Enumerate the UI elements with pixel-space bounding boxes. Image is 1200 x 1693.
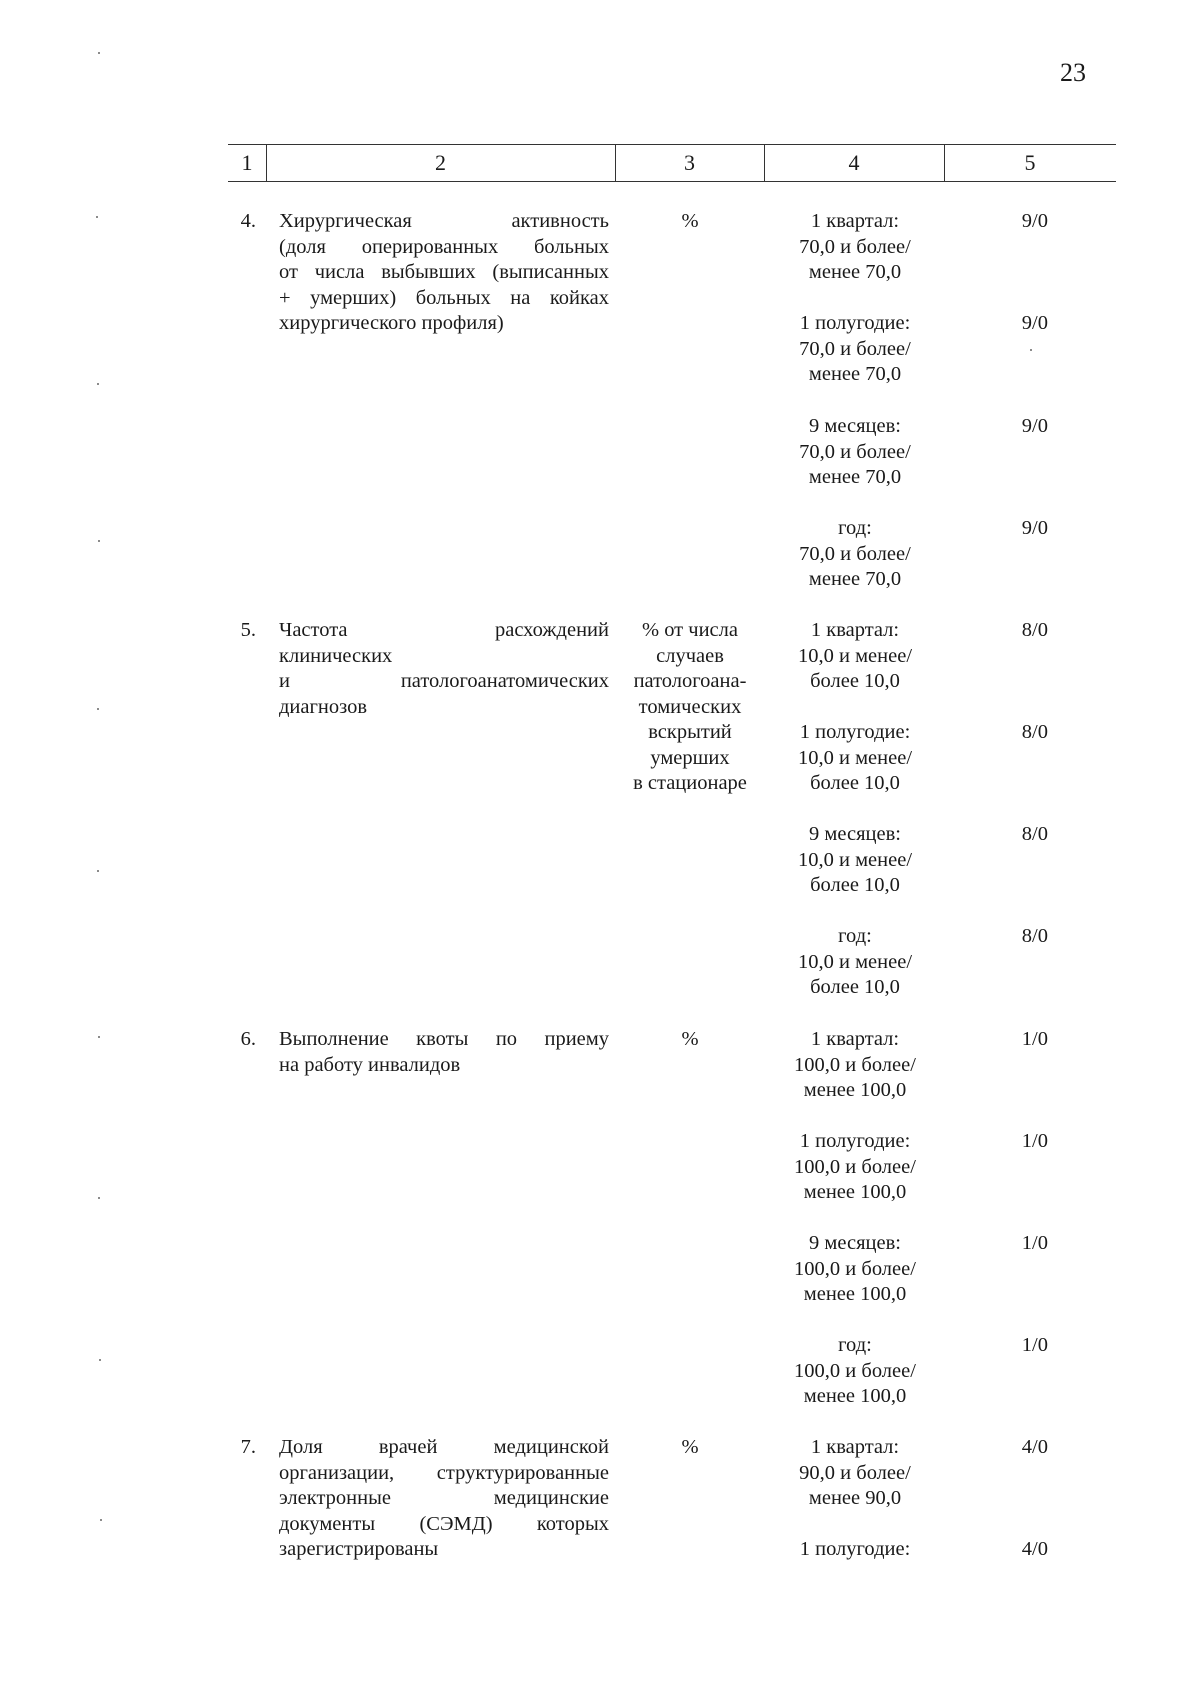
score-value: 1/0 — [1021, 1232, 1048, 1254]
scan-mark — [98, 1036, 100, 1038]
score-value: 9/0 — [1021, 312, 1048, 334]
row-number: 5. — [240, 619, 256, 641]
indicator-text: Доля врачей медицинской организации, структурированные электронные медицинские документы (СЭМД) которых зарегистрированы — [279, 1436, 609, 1560]
header-col-4: 4 — [848, 150, 860, 175]
header-col-5: 5 — [1024, 150, 1036, 175]
score-value: 8/0 — [1021, 619, 1048, 641]
period-block: 9 месяцев: 70,0 и более/ менее 70,0 — [799, 415, 911, 488]
scan-mark — [97, 708, 99, 710]
period-block: 9 месяцев: 10,0 и менее/ более 10,0 — [797, 823, 913, 896]
row-number: 4. — [240, 210, 256, 232]
period-block: год: 70,0 и более/ менее 70,0 — [799, 517, 911, 590]
period-block: 1 полугодие: 100,0 и более/ менее 100,0 — [794, 1130, 916, 1203]
scan-mark — [96, 216, 98, 218]
scan-mark — [100, 1519, 102, 1521]
indicator-text: Хирургическая активность (доля оперированных больных от числа выбывших (выписанных + умерших) больных на койках хирургического профиля) — [279, 210, 609, 334]
period-block: 9 месяцев: 100,0 и более/ менее 100,0 — [794, 1232, 916, 1305]
scan-mark — [97, 870, 99, 872]
score-value: 4/0 — [1021, 1436, 1048, 1458]
score-value: 9/0 — [1021, 415, 1048, 437]
score-value: 8/0 — [1021, 721, 1048, 743]
unit-text: % — [681, 1028, 699, 1050]
period-block: год: 10,0 и менее/ более 10,0 — [797, 925, 913, 998]
table-header — [228, 144, 1116, 182]
score-value: 1/0 — [1021, 1028, 1048, 1050]
period-block: 1 квартал: 70,0 и более/ менее 70,0 — [799, 210, 911, 283]
score-value: 4/0 — [1021, 1538, 1048, 1560]
header-col-2: 2 — [435, 150, 446, 175]
header-col-3: 3 — [684, 150, 695, 175]
page-number: 23 — [1060, 58, 1086, 87]
score-value: 8/0 — [1021, 925, 1048, 947]
unit-text: % — [681, 210, 699, 232]
indicator-text: Частота расхождений клинических и патологоанатомических диагнозов — [279, 619, 609, 718]
indicator-text: Выполнение квоты по приему на работу инвалидов — [279, 1028, 609, 1076]
unit-text: % от числа случаев патологоана- томических вскрытий умерших в стационаре — [633, 619, 747, 794]
period-block: 1 полугодие: — [799, 1538, 911, 1560]
period-block: 1 квартал: 90,0 и более/ менее 90,0 — [799, 1436, 911, 1509]
row-number: 6. — [240, 1028, 256, 1050]
score-value: 8/0 — [1021, 823, 1048, 845]
scan-mark — [98, 540, 100, 542]
scan-mark — [99, 1359, 101, 1361]
score-value: 9/0 — [1021, 517, 1048, 539]
period-block: 1 полугодие: 70,0 и более/ менее 70,0 — [799, 312, 911, 385]
scan-mark — [1030, 349, 1032, 351]
unit-text: % — [681, 1436, 699, 1458]
period-block: 1 квартал: 10,0 и менее/ более 10,0 — [797, 619, 913, 692]
score-value: 9/0 — [1021, 210, 1048, 232]
scan-mark — [98, 52, 100, 54]
period-block: 1 квартал: 100,0 и более/ менее 100,0 — [794, 1028, 916, 1101]
score-value: 1/0 — [1021, 1334, 1048, 1356]
period-block: 1 полугодие: 10,0 и менее/ более 10,0 — [797, 721, 913, 794]
score-value: 1/0 — [1021, 1130, 1048, 1152]
row-number: 7. — [240, 1436, 256, 1458]
period-block: год: 100,0 и более/ менее 100,0 — [794, 1334, 916, 1407]
scan-mark — [97, 383, 99, 385]
header-col-1: 1 — [241, 150, 253, 175]
scan-mark — [98, 1197, 100, 1199]
